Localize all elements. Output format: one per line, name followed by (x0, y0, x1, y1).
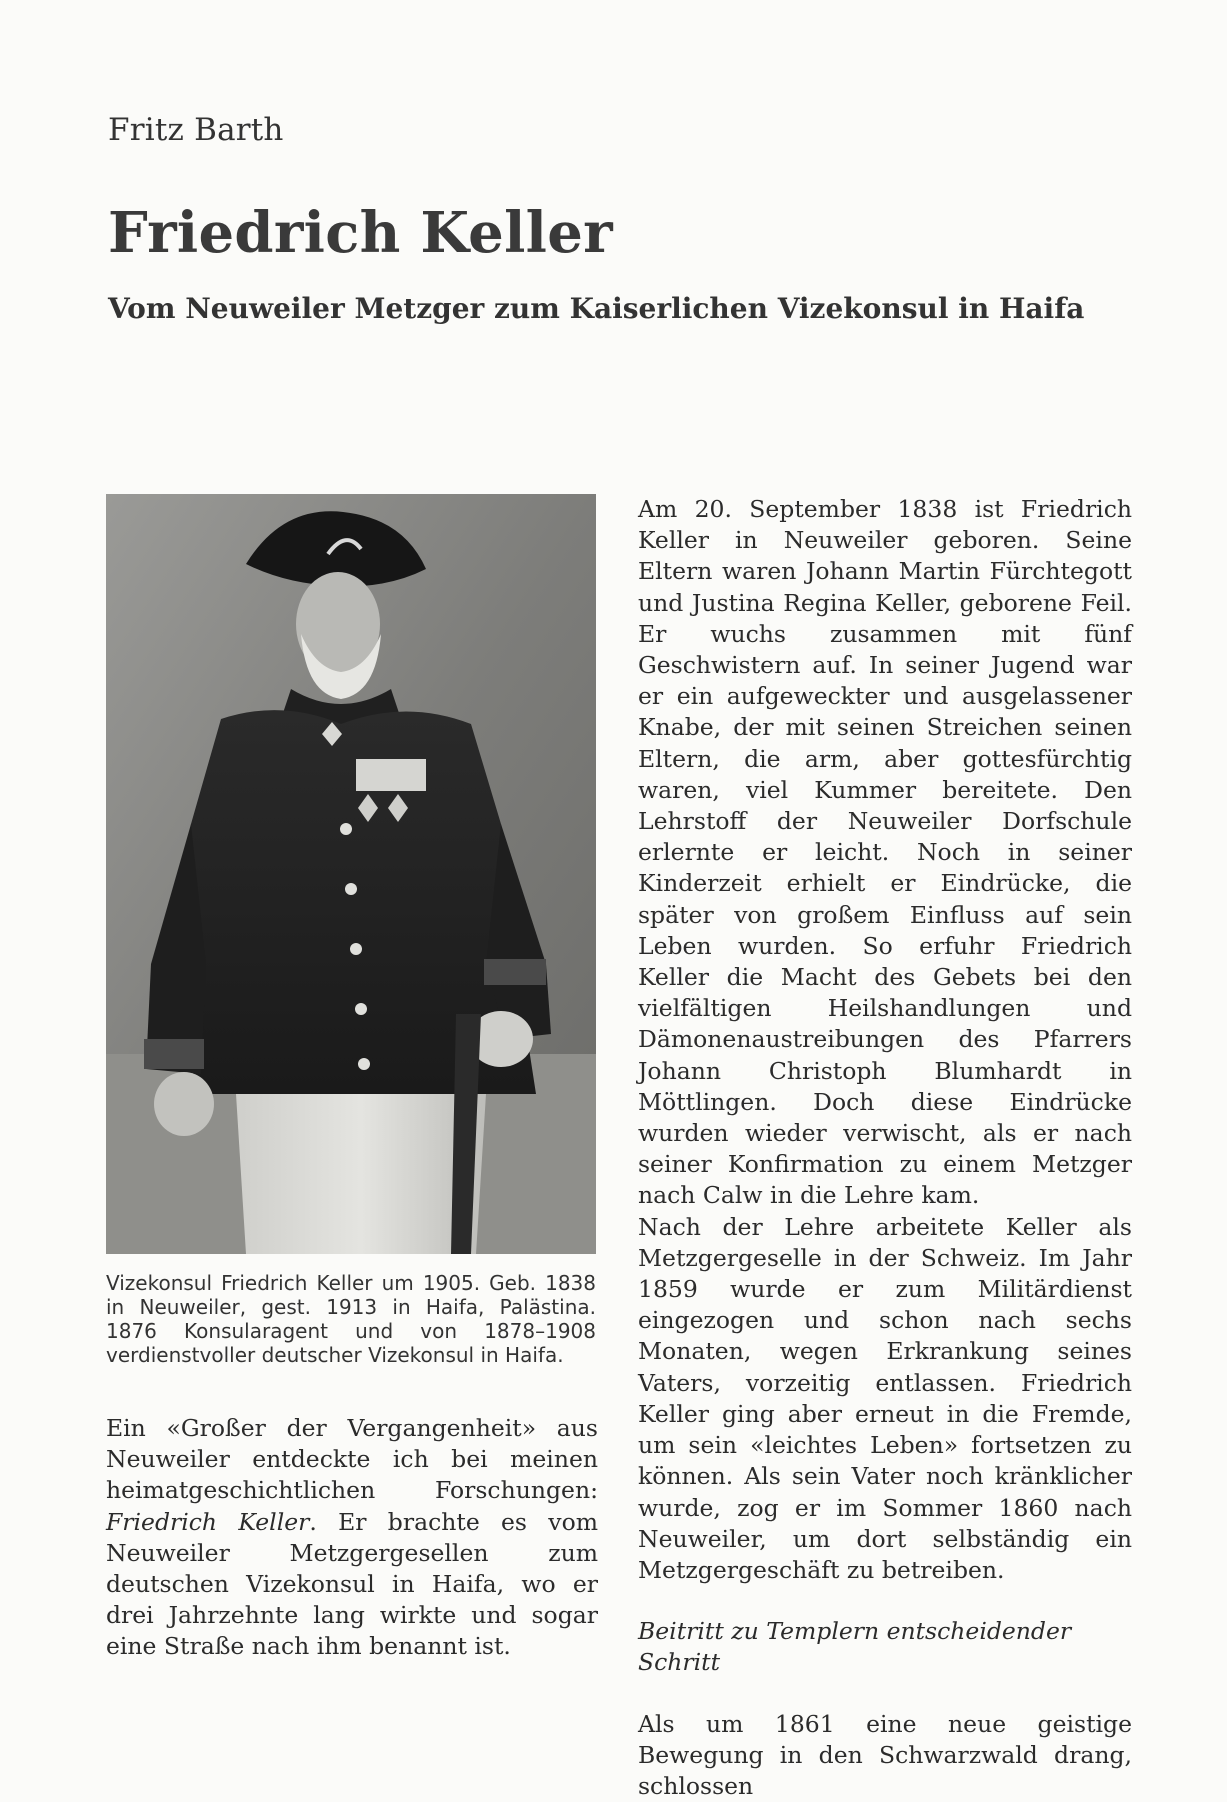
body-paragraph-1: Am 20. September 1838 ist Friedrich Keller in Neuweiler geboren. Seine Eltern waren Johann Martin Fürchtegott und Justina Regina Keller, geborene Feil. Er wuchs zusammen mit fünf Geschwistern auf. In seiner Jugend war er ein aufgeweckter und ausgelassener Knabe, der mit seinen Streichen seinen Eltern, die arm, aber gottesfürchtig waren, viel Kummer bereitete. Den Lehrstoff der Neuweiler Dorfschule erlernte er leicht. Noch in seiner Kinderzeit erhielt er Eindrücke, die später von großem Einfluss auf sein Leben wurden. So erfuhr Friedrich Keller die Macht des Gebets bei den vielfältigen Heilshandlungen und Dämonenaustreibungen des Pfarrers Johann Christoph Blumhardt in Möttlingen. Doch diese Eindrücke wurden wieder verwischt, als er nach seiner Konfirmation zu einem Metzger nach Calw in die Lehre kam. (638, 495, 1132, 1210)
intro-paragraph (106, 1413, 598, 1663)
article-subtitle: Vom Neuweiler Metzger zum Kaiserlichen Vizekonsul in Haifa (108, 292, 1085, 325)
body-paragraph-3: Als um 1861 eine neue geistige Bewegung in den Schwarzwald drang, schlossen (638, 1709, 1132, 1800)
intro-name: Friedrich Keller (106, 1507, 310, 1536)
photo-caption: Vizekonsul Friedrich Keller um 1905. Geb. 1838 in Neuweiler, gest. 1913 in Haifa, Palästina. 1876 Konsularagent und von 1878–1908 verdienstvoller deutscher Vizekonsul in Haifa. (106, 1271, 596, 1367)
right-column (638, 494, 1132, 1802)
article-title: Friedrich Keller (108, 200, 613, 266)
portrait-illustration (106, 494, 596, 1254)
section-heading: Beitritt zu Templern entscheidender Schritt (638, 1617, 1072, 1677)
body-paragraph-2: Nach der Lehre arbeitete Keller als Metzgergeselle in der Schweiz. Im Jahr 1859 wurde er zum Militärdienst eingezogen und schon nach sechs Monaten, wegen Erkrankung seines Vaters, vorzeitig entlassen. Friedrich Keller ging aber erneut in die Fremde, um sein «leichtes Leben» fortsetzen zu können. Als sein Vater noch kränklicher wurde, zog er im Sommer 1860 nach Neuweiler, um dort selbständig ein Metzgergeschäft zu betreiben. (638, 1212, 1132, 1584)
intro-text-end: . Er brachte es vom Neuweiler Metzgergesellen zum deutschen Vizekonsul in Haifa, wo er drei Jahrzehnte lang wirkte und sogar eine Straße nach ihm benannt ist. (106, 1507, 598, 1661)
intro-text-start: Ein «Großer der Vergangenheit» aus Neuweiler entdeckte ich bei meinen heimatgeschichtlichen Forschungen: (106, 1414, 598, 1505)
author-name: Fritz Barth (108, 112, 284, 148)
portrait-photo (106, 494, 596, 1254)
